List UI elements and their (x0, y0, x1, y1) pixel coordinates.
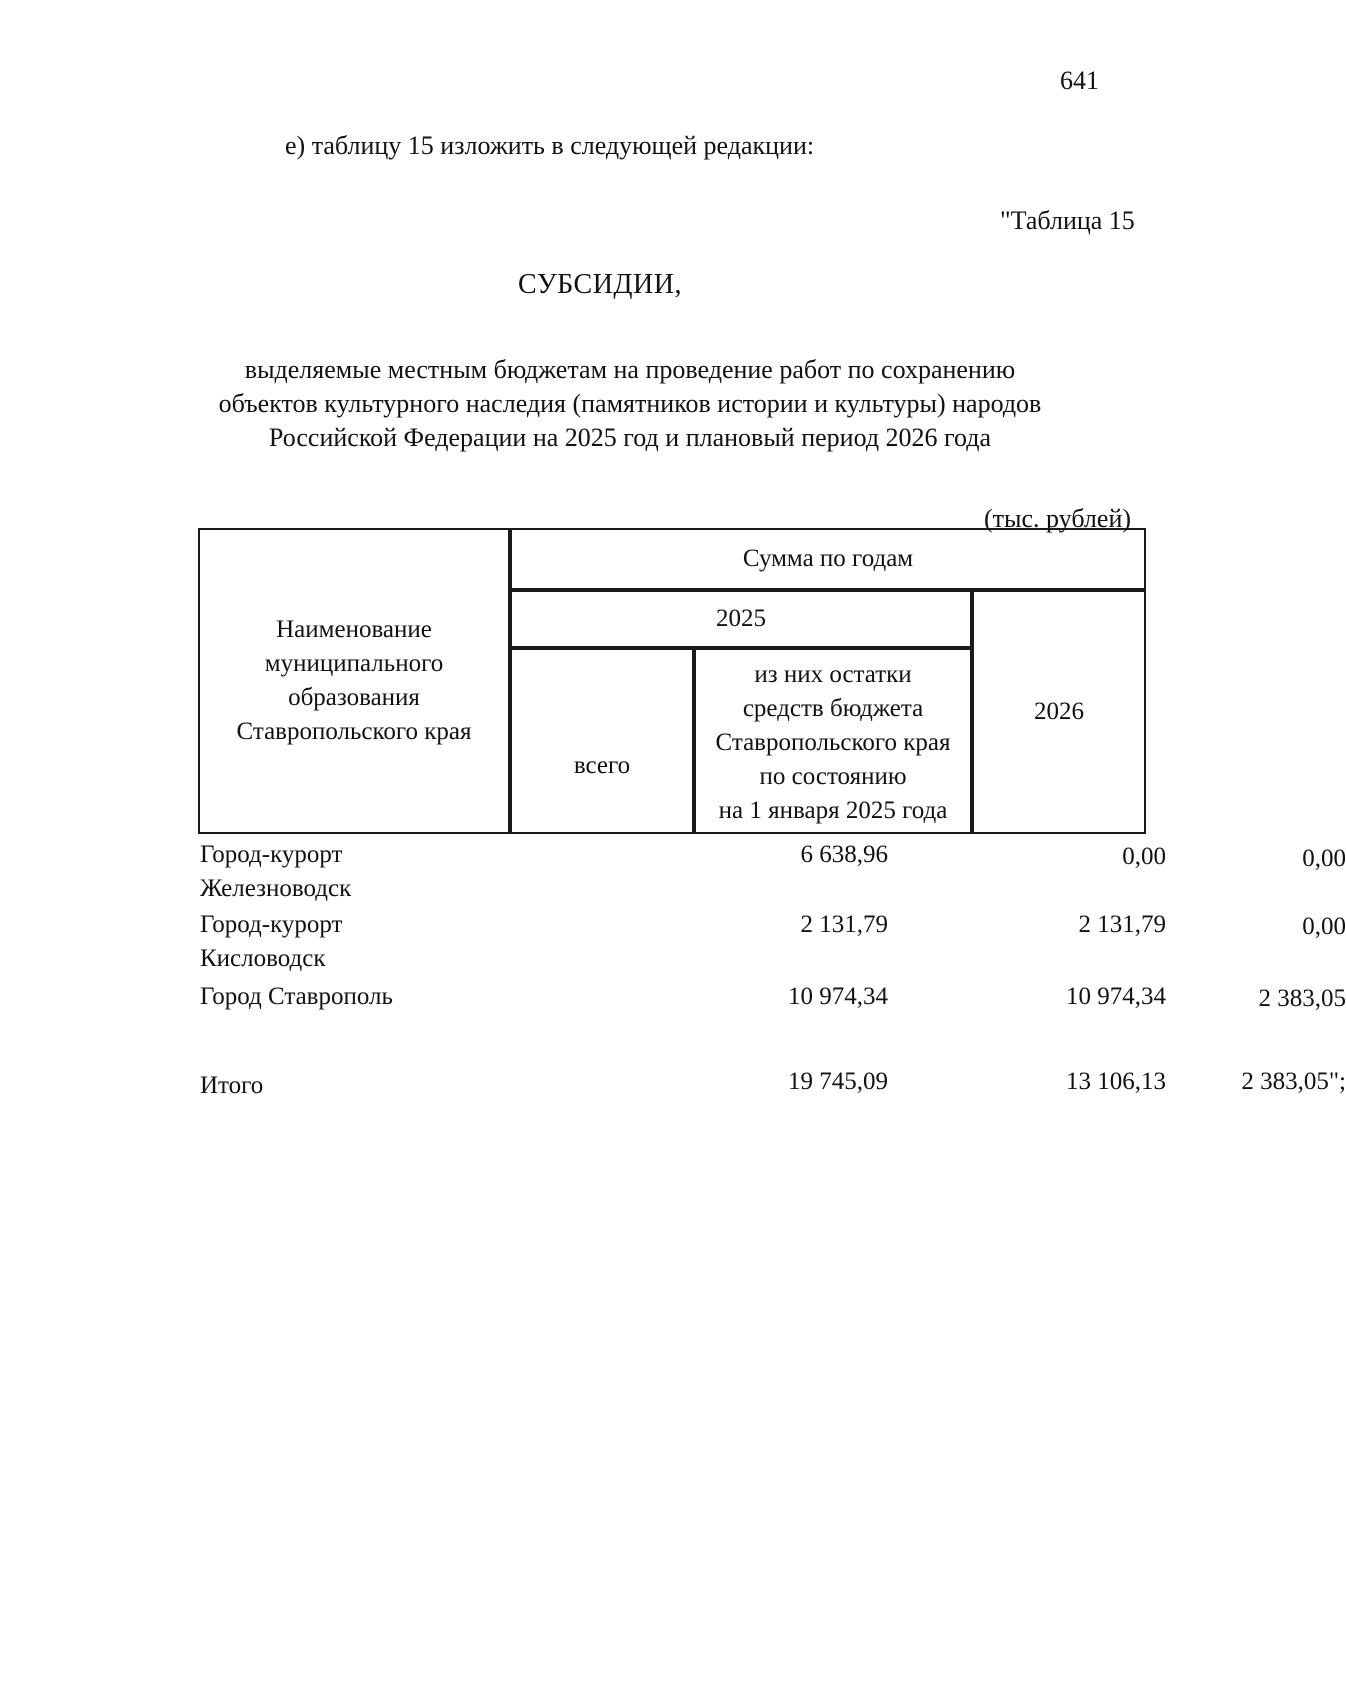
row-name (200, 908, 500, 976)
row-remainder-2025: 2 131,79 (1078, 911, 1166, 938)
row-total-2025: 6 638,96 (800, 841, 888, 868)
total-remainder-2025: 13 106,13 (1066, 1068, 1166, 1095)
header-remainder-line: средств бюджета (742, 695, 924, 722)
row-value-2026: 0,00 (1302, 845, 1346, 872)
header-remainder-line: по состоянию (759, 763, 907, 790)
table-reference: "Таблица 15 (1000, 206, 1135, 235)
header-remainder-line: на 1 января 2025 года (718, 797, 948, 824)
subtitle-line: выделяемые местным бюджетам на проведение работ по сохранению (244, 355, 1016, 384)
total-2025: 19 745,09 (788, 1068, 888, 1095)
intro-text: е) таблицу 15 изложить в следующей редакции: (285, 131, 815, 160)
row-total-2025: 2 131,79 (800, 911, 888, 938)
subtitle-line: Российской Федерации на 2025 год и плановый период 2026 года (268, 423, 992, 452)
row-value-2026: 0,00 (1302, 913, 1346, 940)
row-name-line: Город Ставрополь (200, 983, 393, 1010)
header-year-2025: 2025 (510, 590, 972, 648)
row-name-line: Город-курорт (200, 911, 343, 938)
total-value-2026: 2 383,05"; (1241, 1068, 1346, 1095)
header-name-line: образования (288, 684, 420, 711)
total-row-label: Итого (200, 1072, 264, 1099)
subtitle-line: объектов культурного наследия (памятников истории и культуры) народов (218, 389, 1042, 418)
header-name-line: муниципального (264, 650, 444, 677)
document-subtitle (200, 353, 1060, 455)
header-name-line: Наименование (276, 616, 432, 643)
page-number: 641 (1060, 66, 1099, 95)
header-sum-by-years: Сумма по годам (510, 528, 1146, 590)
units-label: (тыс. рублей) (984, 504, 1132, 533)
row-name-line: Город-курорт (200, 841, 343, 868)
header-remainder-line: Ставропольского края (715, 729, 951, 756)
header-remainder-line: из них остатки (754, 661, 912, 688)
header-municipality-name (198, 528, 510, 834)
row-name-line: Железноводск (200, 875, 352, 902)
header-remainder (694, 648, 972, 834)
row-total-2025: 10 974,34 (788, 983, 888, 1010)
row-value-2026: 2 383,05 (1258, 985, 1346, 1012)
row-name (200, 838, 500, 906)
header-year-2026: 2026 (972, 590, 1146, 834)
row-name (200, 980, 500, 1014)
row-remainder-2025: 10 974,34 (1066, 983, 1166, 1010)
header-name-line: Ставропольского края (236, 718, 472, 745)
row-name-line: Кисловодск (200, 945, 326, 972)
document-title: СУБСИДИИ, (518, 269, 682, 300)
row-remainder-2025: 0,00 (1122, 843, 1166, 870)
header-total: всего (510, 648, 694, 834)
